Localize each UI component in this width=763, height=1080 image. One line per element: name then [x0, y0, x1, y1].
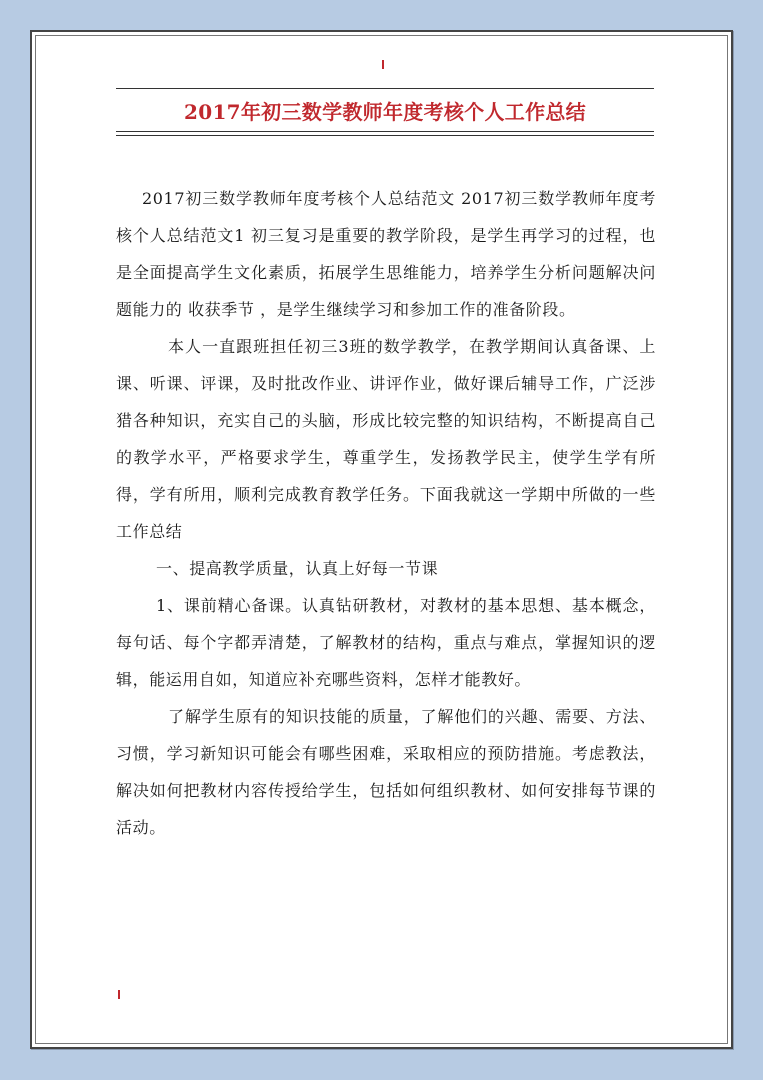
paragraph-teaching-work: 本人一直跟班担任初三3班的数学教学，在教学期间认真备课、上课、听课、评课，及时批改作业、讲评作业，做好课后辅导工作，广泛涉猎各种知识，充实自己的头脑，形成比较完整的知识结构，不断提高自己的教学水平，严格要求学生，尊重学生，发扬教学民主，使学生学有所得，学有所用，顺利完成教育教学任务。下面我就这一学期中所做的一些工作总结: [116, 337, 656, 541]
document-page: [30, 30, 733, 1049]
title-bottom-rule-double: [116, 135, 654, 136]
section-heading: 一、提高教学质量，认真上好每一节课: [156, 559, 439, 578]
paragraph-intro: 2017初三数学教师年度考核个人总结范文 2017初三数学教师年度考核个人总结范文1 初三复习是重要的教学阶段，是学生再学习的过程，也是全面提高学生文化素质，拓展学生思维能力，培养学生分析问题解决问题能力的 收获季节 ，是学生继续学习和参加工作的准备阶段。: [116, 189, 656, 319]
paragraph-lesson-prep: 1、课前精心备课。认真钻研教材，对教材的基本思想、基本概念，每句话、每个字都弄清楚，了解教材的结构，重点与难点，掌握知识的逻辑，能运用自如，知道应补充哪些资料，怎样才能教好。: [116, 596, 656, 689]
paragraph-understand-students: 了解学生原有的知识技能的质量，了解他们的兴趣、需要、方法、习惯，学习新知识可能会有哪些困难，采取相应的预防措施。考虑教法，解决如何把教材内容传授给学生，包括如何组织教材、如何安排每节课的活动。: [116, 707, 656, 837]
document-body: [116, 180, 656, 846]
title-top-rule: [116, 88, 654, 89]
bottom-margin-mark: [118, 990, 120, 999]
title-bottom-rule: [116, 131, 654, 132]
top-margin-mark: [382, 60, 384, 69]
document-title: 2017年初三数学教师年度考核个人工作总结: [184, 100, 586, 124]
